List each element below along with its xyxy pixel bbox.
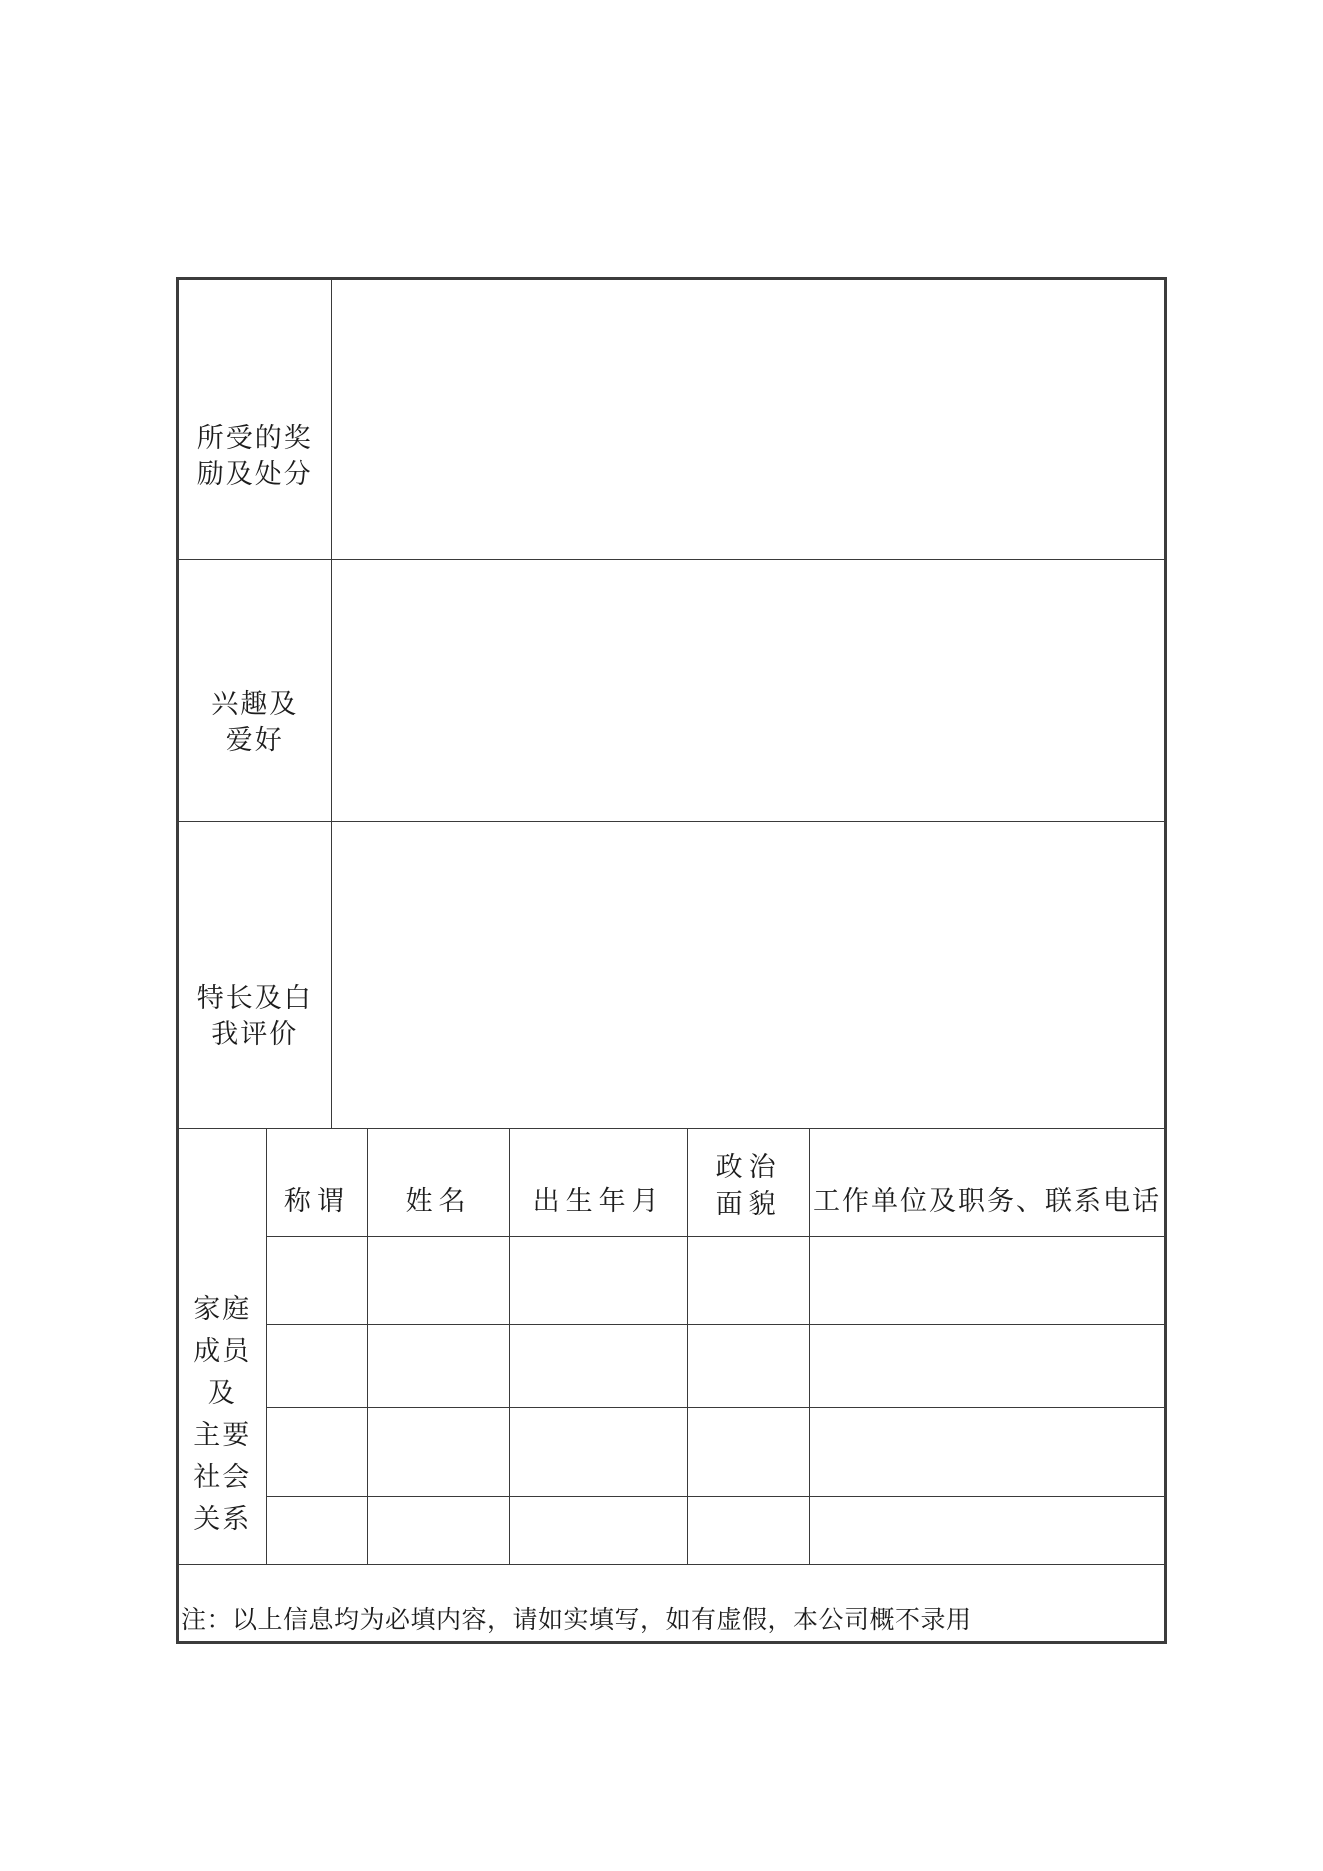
interests-label-line: 兴趣及 xyxy=(211,688,299,719)
interests-label-line: 爱好 xyxy=(225,724,284,755)
family-cell-work[interactable] xyxy=(810,1497,1164,1564)
interests-label xyxy=(179,560,332,821)
application-form-table xyxy=(176,277,1167,1644)
family-cell-birthdate[interactable] xyxy=(510,1408,689,1496)
family-label-line: 主要 xyxy=(193,1419,252,1450)
family-label-line: 社会 xyxy=(193,1461,252,1492)
awards-input-area[interactable] xyxy=(332,280,1164,559)
self-evaluation-label xyxy=(179,822,332,1128)
interests-input-area[interactable] xyxy=(332,560,1164,821)
family-header-title: 称谓 xyxy=(267,1129,369,1236)
family-table xyxy=(267,1129,1164,1564)
awards-section-row xyxy=(179,280,1164,560)
self-evaluation-input-area[interactable] xyxy=(332,822,1164,1128)
family-cell-politics[interactable] xyxy=(688,1497,810,1564)
family-label-line: 关系 xyxy=(193,1503,252,1534)
family-label-line: 成员 xyxy=(193,1335,252,1366)
family-cell-name[interactable] xyxy=(368,1325,510,1407)
note-row xyxy=(179,1565,1164,1641)
awards-label xyxy=(179,280,332,559)
family-cell-birthdate[interactable] xyxy=(510,1325,689,1407)
awards-label-line: 所受的奖 xyxy=(196,422,313,453)
interests-section-row xyxy=(179,560,1164,822)
family-cell-birthdate[interactable] xyxy=(510,1497,689,1564)
family-table-row xyxy=(267,1325,1164,1408)
awards-label-line: 励及处分 xyxy=(196,458,313,489)
self-evaluation-section-row xyxy=(179,822,1164,1129)
family-section-row xyxy=(179,1129,1164,1565)
family-cell-title[interactable] xyxy=(267,1325,369,1407)
family-cell-politics[interactable] xyxy=(688,1325,810,1407)
note-text: 注：以上信息均为必填内容，请如实填写，如有虚假，本公司概不录用 xyxy=(181,1607,972,1634)
family-cell-work[interactable] xyxy=(810,1408,1164,1496)
family-label-line: 及 xyxy=(207,1377,237,1408)
family-cell-work[interactable] xyxy=(810,1237,1164,1324)
family-cell-work[interactable] xyxy=(810,1325,1164,1407)
family-cell-title[interactable] xyxy=(267,1497,369,1564)
self-evaluation-label-line: 特长及白 xyxy=(196,983,313,1013)
family-header-row xyxy=(267,1129,1164,1237)
family-cell-politics[interactable] xyxy=(688,1237,810,1324)
family-cell-title[interactable] xyxy=(267,1408,369,1496)
family-table-row xyxy=(267,1497,1164,1564)
family-table-row xyxy=(267,1237,1164,1325)
family-cell-birthdate[interactable] xyxy=(510,1237,689,1324)
family-cell-name[interactable] xyxy=(368,1237,510,1324)
family-header-birthdate: 出生年月 xyxy=(510,1129,689,1236)
family-header-name: 姓名 xyxy=(368,1129,510,1236)
self-evaluation-label-line: 我评价 xyxy=(211,1019,299,1049)
family-header-work: 工作单位及职务、联系电话 xyxy=(812,1185,1161,1216)
family-table-row xyxy=(267,1408,1164,1497)
family-label xyxy=(179,1129,267,1564)
family-cell-title[interactable] xyxy=(267,1237,369,1324)
family-cell-politics[interactable] xyxy=(688,1408,810,1496)
family-header-politics: 政治 面貌 xyxy=(688,1129,810,1236)
family-label-line: 家庭 xyxy=(193,1293,252,1324)
family-cell-name[interactable] xyxy=(368,1497,510,1564)
family-cell-name[interactable] xyxy=(368,1408,510,1496)
